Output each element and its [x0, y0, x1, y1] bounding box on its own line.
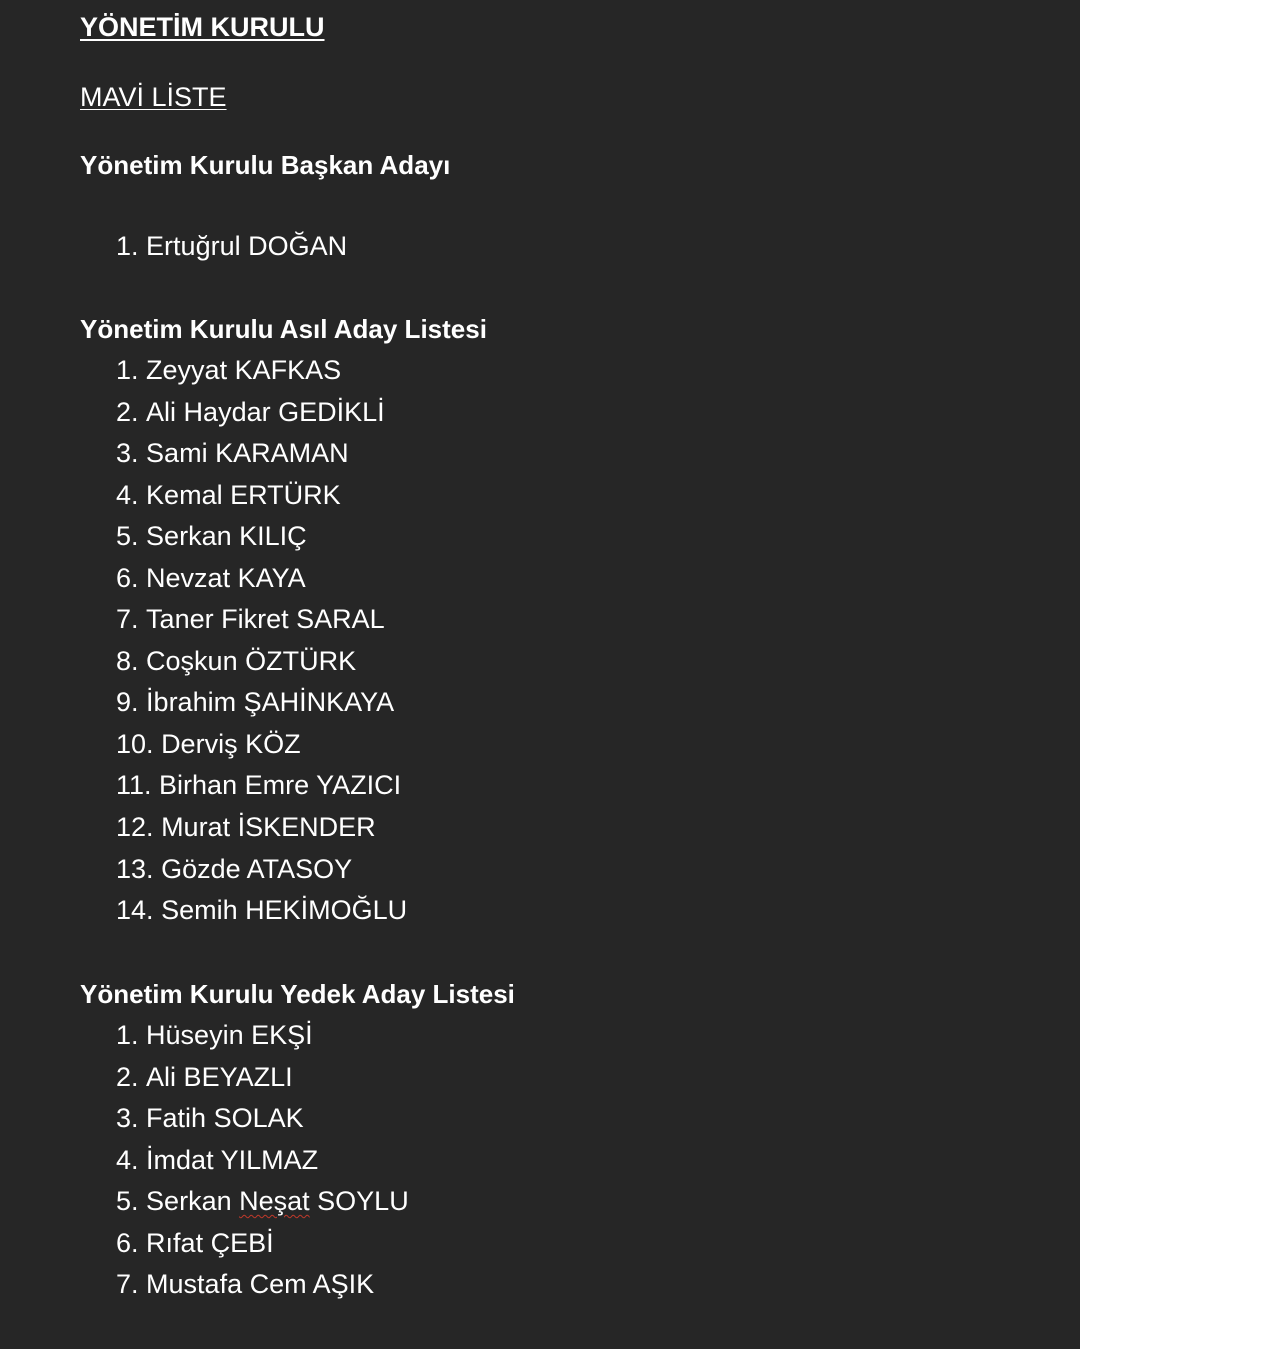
list-item-number: 4 . [116, 475, 146, 517]
list-item [116, 1264, 409, 1306]
list-item-number: 8 . [116, 641, 146, 683]
list-item [116, 890, 407, 932]
list-item-name [146, 1186, 409, 1216]
list-item-name: Birhan Emre YAZICI [159, 770, 402, 801]
list-item [116, 1015, 409, 1057]
list-item [116, 1181, 409, 1223]
section-heading-principal-candidates: Yönetim Kurulu Asıl Aday Listesi [80, 314, 487, 344]
list-item-number: 10 . [116, 724, 161, 766]
list-item [116, 350, 407, 392]
list-item [116, 599, 407, 641]
list-item-number: 3 . [116, 433, 146, 475]
list-item-name: Gözde ATASOY [161, 853, 353, 884]
list-item-name: İbrahim ŞAHİNKAYA [146, 687, 395, 718]
list-item-number: 5 . [116, 1181, 146, 1223]
blank-page-area [1080, 0, 1280, 1349]
list-item-number: 2 . [116, 392, 146, 434]
list-item-number: 3 . [116, 1098, 146, 1140]
list-item [116, 1057, 409, 1099]
list-item [116, 475, 407, 517]
list-item-number: 9 . [116, 682, 146, 724]
list-item [116, 641, 407, 683]
list-item-name: İmdat YILMAZ [146, 1144, 319, 1175]
list-item-number: 1 . [116, 350, 146, 392]
list-item [116, 558, 407, 600]
list-item-number: 14 . [116, 890, 161, 932]
list-item-number: 12 . [116, 807, 161, 849]
list-item-name: Nevzat KAYA [146, 562, 306, 593]
list-item-name: Ertuğrul DOĞAN [146, 231, 348, 261]
list-item [116, 849, 407, 891]
list-item-name: Kemal ERTÜRK [146, 479, 341, 510]
list-item-name-first: Serkan [146, 1186, 240, 1217]
list-item-name: Taner Fikret SARAL [146, 604, 385, 635]
substitute-candidate-list [116, 1015, 409, 1306]
section-heading-president-candidate: Yönetim Kurulu Başkan Adayı [80, 150, 451, 180]
list-item-name: Derviş KÖZ [161, 728, 301, 759]
list-item-name: Sami KARAMAN [146, 438, 349, 469]
list-item [116, 392, 407, 434]
list-item [116, 807, 407, 849]
list-item-name-last: SOYLU [309, 1186, 409, 1217]
list-item-number: 6 . [116, 1223, 146, 1265]
list-item [116, 433, 407, 475]
list-item-number: 7 . [116, 1264, 146, 1306]
list-item-name: Ali BEYAZLI [146, 1061, 293, 1092]
spellcheck-flagged-word[interactable]: Neşat [239, 1186, 310, 1217]
list-item [116, 1098, 409, 1140]
list-item [116, 682, 407, 724]
principal-candidate-list [116, 350, 407, 932]
list-item-number: 11 . [116, 765, 159, 807]
list-item-number: 5 . [116, 516, 146, 558]
list-item [116, 1223, 409, 1265]
list-item-name: Zeyyat KAFKAS [146, 355, 342, 385]
list-item-name: Fatih SOLAK [146, 1103, 304, 1134]
list-item-number: 6 . [116, 558, 146, 600]
list-item-number: 1 . [116, 1015, 146, 1057]
list-item-number: 2 . [116, 1057, 146, 1099]
list-item [116, 765, 407, 807]
president-candidate-list [116, 226, 347, 268]
list-item-name: Mustafa Cem AŞIK [146, 1269, 375, 1300]
list-item-name: Semih HEKİMOĞLU [161, 895, 408, 926]
list-item [116, 724, 407, 766]
list-item-name: Murat İSKENDER [161, 812, 376, 843]
list-item-number: 1 . [116, 226, 146, 268]
document-title: YÖNETİM KURULU [80, 12, 325, 42]
list-name: MAVİ LİSTE [80, 82, 227, 112]
list-item-number: 13 . [116, 849, 161, 891]
list-item-name: Hüseyin EKŞİ [146, 1020, 313, 1050]
list-item-number: 4 . [116, 1140, 146, 1182]
list-item-name: Serkan KILIÇ [146, 521, 307, 552]
list-item-name: Rıfat ÇEBİ [146, 1227, 274, 1258]
list-item-number: 7 . [116, 599, 146, 641]
list-item [116, 516, 407, 558]
list-item-name: Coşkun ÖZTÜRK [146, 645, 357, 676]
list-item [116, 226, 347, 268]
section-heading-substitute-candidates: Yönetim Kurulu Yedek Aday Listesi [80, 979, 515, 1009]
list-item [116, 1140, 409, 1182]
list-item-name: Ali Haydar GEDİKLİ [146, 396, 385, 427]
